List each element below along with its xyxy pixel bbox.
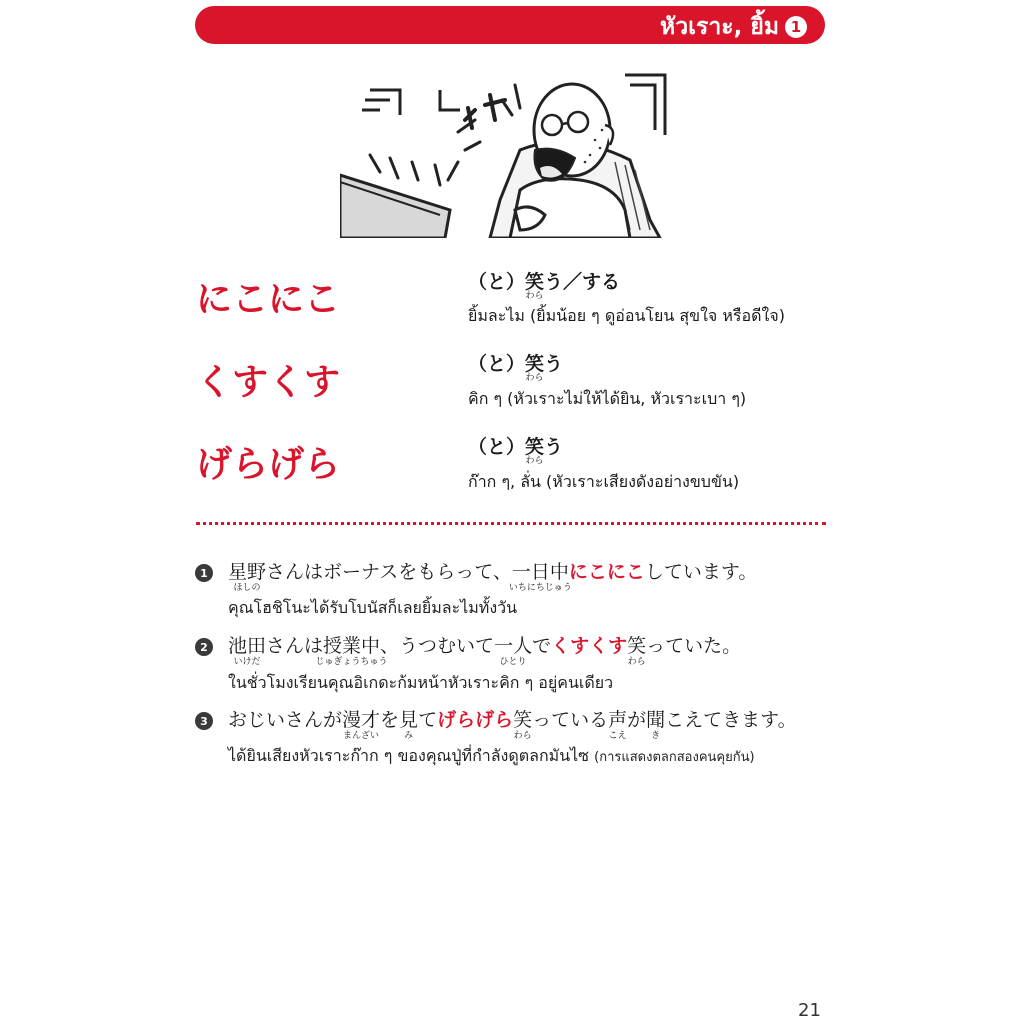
sentence-text: っている (532, 709, 609, 731)
example-sentence-3 (228, 709, 797, 741)
sentence-text: て (418, 709, 438, 731)
ruby-word (646, 709, 666, 741)
ruby-base: 星野 (228, 561, 267, 583)
highlight-onomatopoeia: げらげら (437, 709, 514, 731)
usage-particle: （と） (468, 353, 526, 375)
vocab-word-kusukusu: くすくす (196, 362, 341, 403)
example-translation-1: คุณโฮชิโนะได้รับโบนัสก็เลยยิ้มละไมทั้งวัน (228, 598, 518, 617)
sentence-text: を (380, 709, 400, 731)
ruby-word (494, 635, 533, 667)
highlight-onomatopoeia: にこにこ (568, 561, 645, 583)
ruby-reading: わら (513, 731, 532, 741)
ruby-reading: ほしの (233, 583, 261, 593)
ruby-reading: こえ (608, 731, 627, 741)
vocab-gloss-nikoniko: ยิ้มละไม (ยิ้มน้อย ๆ ดูอ่อนโยน สุขใจ หรือดีใจ) (468, 306, 785, 325)
ruby-word (608, 709, 628, 741)
ruby-base: 一日中 (511, 561, 569, 583)
ruby-reading: き (651, 731, 661, 741)
laughing-man-illustration (340, 70, 670, 238)
usage-kanji-ruby: わら (525, 456, 544, 466)
example-translation-3 (228, 748, 755, 764)
vocab-usage-kusukusu (468, 353, 564, 383)
sentence-text: が (627, 709, 647, 731)
title-banner (195, 6, 825, 44)
usage-kanji-ruby: わら (525, 373, 544, 383)
sentence-text: さんは (266, 635, 324, 657)
sentence-text: で (532, 635, 552, 657)
usage-particle: （と） (468, 271, 526, 293)
ruby-word (228, 635, 267, 667)
dotted-divider (196, 522, 826, 525)
sentence-text: さんはボーナスをもらって、 (266, 561, 512, 583)
usage-suffix: う (544, 353, 564, 375)
sentence-text: 、うつむいて (380, 635, 495, 657)
sentence-text: っていた。 (646, 635, 742, 657)
vocab-word-geragera: げらげら (196, 444, 341, 485)
vocab-word-nikoniko: にこにこ (196, 279, 341, 320)
vocab-gloss-kusukusu: คิก ๆ (หัวเราะไม่ให้ได้ยิน, หัวเราะเบา ๆ) (468, 389, 747, 408)
sentence-text: おじいさんが (228, 709, 343, 731)
sentence-text: こえてきます。 (665, 709, 797, 731)
example-number-1: 1 (195, 564, 213, 582)
ruby-base: 漫才 (342, 709, 381, 731)
ruby-base: 池田 (228, 635, 267, 657)
usage-kanji-text: 笑 (525, 353, 545, 375)
ruby-word (513, 709, 533, 741)
usage-kanji (525, 436, 545, 466)
usage-particle: （と） (468, 436, 526, 458)
usage-kanji (525, 271, 545, 301)
ruby-reading: ひとり (499, 657, 527, 667)
ruby-word (627, 635, 647, 667)
ruby-reading: わら (627, 657, 646, 667)
example-number-3: 3 (195, 712, 213, 730)
example-number-2: 2 (195, 638, 213, 656)
ruby-word (228, 561, 267, 593)
ruby-base: 授業中 (323, 635, 381, 657)
vocab-gloss-geragera: ก๊าก ๆ, ลั่น (หัวเราะเสียงดังอย่างขบขัน) (468, 472, 740, 491)
ruby-base: 声 (608, 709, 628, 731)
example-translation-3-text: ได้ยินเสียงหัวเราะก๊าก ๆ ของคุณปู่ที่กำลังดูตลกมันไซ (228, 746, 590, 765)
ruby-base: 笑 (513, 709, 533, 731)
ruby-word (399, 709, 419, 741)
sentence-text: しています。 (644, 561, 758, 583)
vocab-usage-geragera (468, 436, 564, 466)
ruby-base: 一人 (494, 635, 533, 657)
ruby-reading: まんざい (343, 731, 380, 741)
title-number-badge: 1 (785, 16, 807, 38)
usage-kanji-ruby: わら (525, 291, 544, 301)
ruby-word (342, 709, 381, 741)
ruby-base: 聞 (646, 709, 666, 731)
usage-suffix: う (544, 436, 564, 458)
ruby-reading: じゅぎょうちゅう (315, 657, 388, 667)
example-sentence-2 (228, 635, 742, 667)
usage-suffix: う／する (544, 271, 621, 293)
usage-kanji (525, 353, 545, 383)
page-title-text: หัวเราะ, ยิ้ม (660, 14, 779, 40)
ruby-base: 見 (399, 709, 419, 731)
ruby-reading: いちにちじゅう (508, 583, 572, 593)
ruby-word (508, 561, 572, 593)
ruby-reading: み (404, 731, 414, 741)
page-number: 21 (798, 1000, 821, 1021)
example-sentence-1 (228, 561, 758, 593)
example-translation-2: ในชั่วโมงเรียนคุณอิเกดะก้มหน้าหัวเราะคิก ๆ อยู่คนเดียว (228, 673, 614, 692)
ruby-reading: いけだ (233, 657, 261, 667)
example-translation-3-note: (การแสดงตลกสองคนคุยกัน) (594, 750, 755, 765)
ruby-base: 笑 (627, 635, 647, 657)
usage-kanji-text: 笑 (525, 436, 545, 458)
highlight-onomatopoeia: くすくす (551, 635, 628, 657)
usage-kanji-text: 笑 (525, 271, 545, 293)
ruby-word (315, 635, 388, 667)
vocab-usage-nikoniko (468, 271, 621, 301)
page-title (660, 9, 807, 45)
